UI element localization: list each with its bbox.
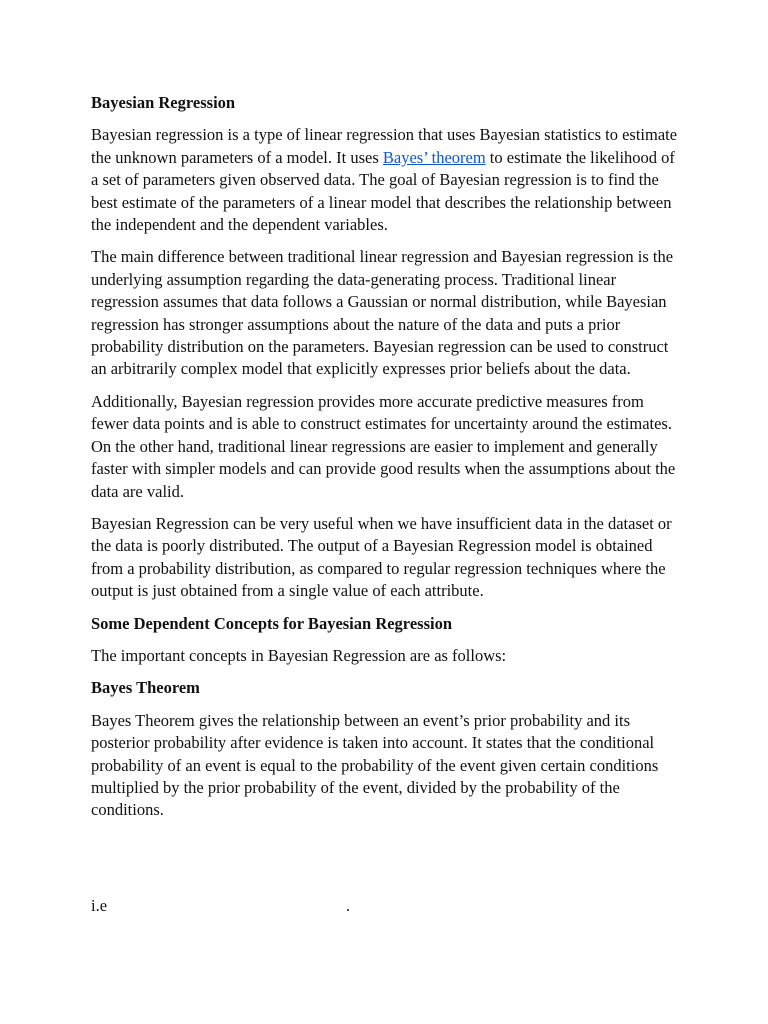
paragraph-intro-start: Bayesian regression is a type of linear regression that uses Bayesian statistics to estimate the unknown parameters of a model. It uses — [91, 125, 678, 167]
paragraph-difference: The main difference between traditional linear regression and Bayesian regression is the underlying assumption regarding the data-generating process. Traditional linear regression assumes that data follows a Gaussian or normal distribution, while Bayesian regression has stronger assumptions about the nature of the data and puts a prior probability distribution on the parameters. Bayesian regression can be used to construct an arbitrarily complex model that explicitly expresses prior beliefs about the data. — [91, 247, 674, 379]
paragraph-additionally: Additionally, Bayesian regression provides more accurate predictive measures from fewer data points and is able to construct estimates for uncertainty around the estimates. On the other hand, traditional linear regressions are easier to implement and generally faster with simpler models and can provide good results when the assumptions about the data are valid. — [91, 391, 676, 501]
paragraph-intro — [91, 124, 681, 236]
paragraph-concepts-intro: The important concepts in Bayesian Regression are as follows: — [91, 645, 507, 665]
paragraph-intro-end: to estimate the likelihood of a set of parameters given observed data. The goal of Bayesian regression is to find the best estimate of the parameters of a linear model that describes the relationship between the independent and the dependent variables. — [91, 147, 675, 235]
paragraph-bayes-theorem: Bayes Theorem gives the relationship between an event’s prior probability and its posterior probability after evidence is taken into account. It states that the conditional probability of an event is equal to the probability of the event given certain conditions multiplied by the prior probability of the event, divided by the probability of the conditions. — [91, 710, 659, 820]
document-body — [91, 92, 681, 832]
ie-label: i.e — [91, 896, 108, 915]
paragraph-usefulness: Bayesian Regression can be very useful when we have insufficient data in the dataset or the data is poorly distributed. The output of a Bayesian Regression model is obtained from a probability distribution, as compared to regular regression techniques where the output is just obtained from a single value of each attribute. — [91, 513, 672, 601]
ie-period: . — [346, 896, 351, 915]
subheading-bayes-theorem: Bayes Theorem — [91, 678, 200, 698]
subheading-dependent-concepts: Some Dependent Concepts for Bayesian Regression — [91, 613, 453, 633]
ie-line — [91, 895, 681, 917]
bayes-theorem-link[interactable]: Bayes’ theorem — [382, 147, 486, 167]
section-title: Bayesian Regression — [91, 93, 236, 112]
